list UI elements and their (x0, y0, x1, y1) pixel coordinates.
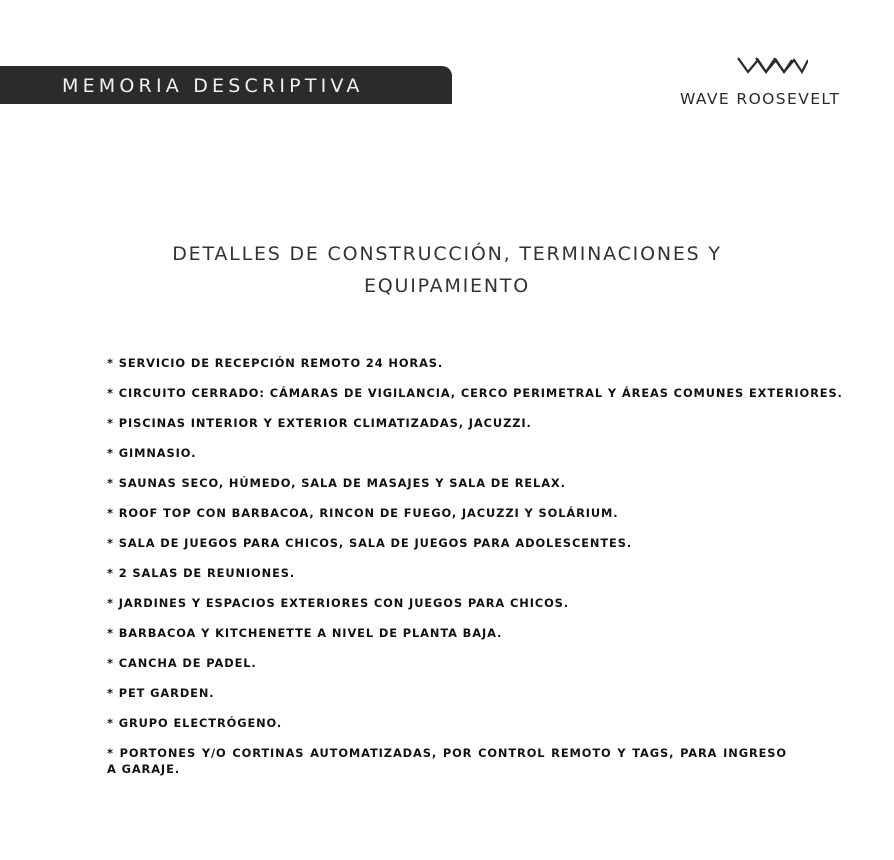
list-item: * ROOF TOP CON BARBACOA, RINCON DE FUEGO, JACUZZI Y SOLÁRIUM. (107, 506, 619, 520)
brand-name: WAVE ROOSEVELT (680, 90, 841, 108)
list-item: * CIRCUITO CERRADO: CÁMARAS DE VIGILANCIA, CERCO PERIMETRAL Y ÁREAS COMUNES EXTERIORES. (107, 386, 843, 400)
list-item: * SALA DE JUEGOS PARA CHICOS, SALA DE JUEGOS PARA ADOLESCENTES. (107, 536, 633, 550)
wave-logo-icon (736, 52, 808, 80)
header-band (0, 66, 452, 104)
list-item: * BARBACOA Y KITCHENETTE A NIVEL DE PLANTA BAJA. (107, 626, 503, 640)
list-item: * JARDINES Y ESPACIOS EXTERIORES CON JUEGOS PARA CHICOS. (107, 596, 570, 610)
section-title: MEMORIA DESCRIPTIVA (62, 75, 364, 97)
amenities-list (107, 355, 843, 777)
list-item: * 2 SALAS DE REUNIONES. (107, 566, 296, 580)
list-item: * SAUNAS SECO, HÚMEDO, SALA DE MASAJES Y SALA DE RELAX. (107, 476, 566, 490)
list-item: * PORTONES Y/O CORTINAS AUTOMATIZADAS, POR CONTROL REMOTO Y TAGS, PARA INGRESO A GARAJE. (107, 746, 787, 776)
list-item: * PET GARDEN. (107, 686, 215, 700)
page-heading (0, 238, 894, 302)
list-item: * CANCHA DE PADEL. (107, 656, 257, 670)
heading-line-1: DETALLES DE CONSTRUCCIÓN, TERMINACIONES Y (172, 243, 722, 265)
list-item: * GRUPO ELECTRÓGENO. (107, 716, 283, 730)
list-item: * PISCINAS INTERIOR Y EXTERIOR CLIMATIZADAS, JACUZZI. (107, 416, 532, 430)
heading-line-2: EQUIPAMIENTO (363, 275, 531, 297)
list-item: * GIMNASIO. (107, 446, 197, 460)
list-item: * SERVICIO DE RECEPCIÓN REMOTO 24 HORAS. (107, 356, 444, 370)
